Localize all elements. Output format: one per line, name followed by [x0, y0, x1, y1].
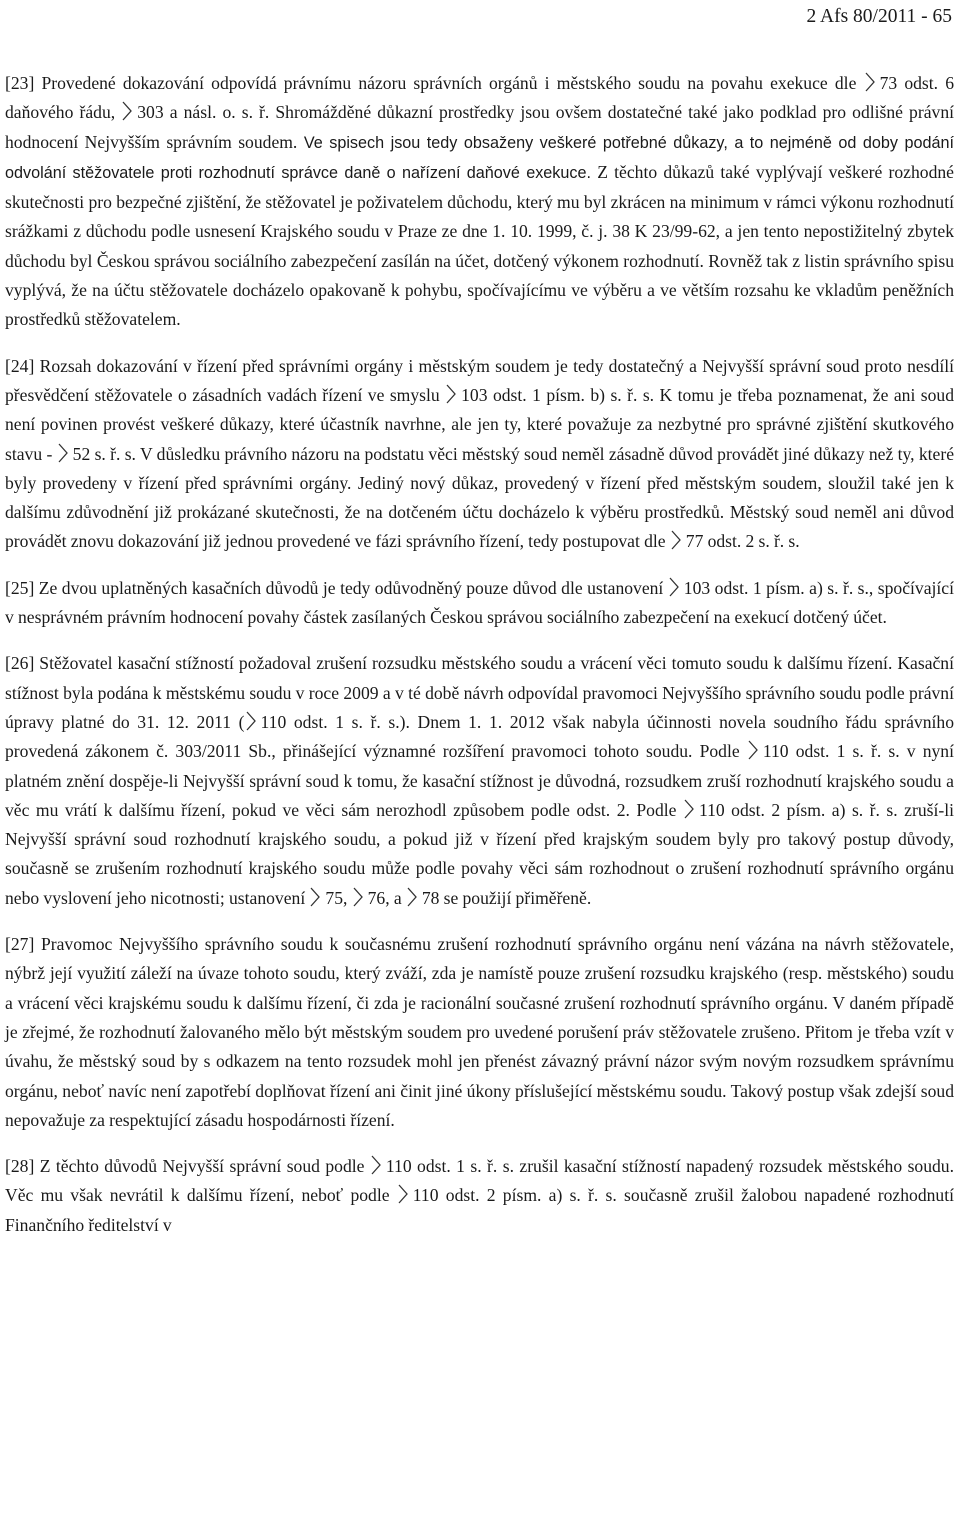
p23-text-4: Ve spisech jsou tedy obsaženy veškeré potřebné důkazy, a to nejméně od doby podání odvolání stěžovatele proti rozhodnutí správce daně o nařízení daňové exekuce. [5, 133, 954, 182]
p26-text-6: 76, a [367, 887, 402, 908]
section-sign-icon [670, 530, 681, 550]
p23-text-3: 303 a násl. o. s. ř. Shromážděné důkazní prostředky jsou ovšem dostatečné také jako podklad pro odlišné právní hodnocení Nejvyšším správním soudem. [5, 102, 955, 152]
p26-text-3: 110 odst. 1 s. ř. s. v nyní platném znění dospěje-li Nejvyšší správní soud k tomu, že kasační stížnost je důvodná, rozsudkem zruší rozhodnutí krajského soudu a věc mu vrátí k dalšímu řízení, pokud ve věci sám nerozhodl způsobem podle odst. 2. Podle [5, 741, 954, 820]
p28-text-1: [28] Z těchto důvodů Nejvyšší správní soud podle [5, 1156, 365, 1177]
section-sign-icon [245, 711, 256, 731]
section-sign-icon [397, 1184, 408, 1204]
section-sign-icon [445, 384, 456, 404]
p23-text-2: 73 odst. 6 daňového řádu, [5, 73, 955, 123]
section-sign-icon [121, 101, 132, 121]
p26-text-7: 78 se použijí přiměřeně. [421, 887, 592, 908]
section-sign-icon [747, 740, 758, 760]
section-sign-icon [352, 887, 363, 907]
p24-text-2: 103 odst. 1 písm. b) s. ř. s. K tomu je třeba poznamenat, že ani soud není povinen provést veškeré důkazy, které účastník navrhne, ale jen ty, které považuje za nezbytné pro správné zjištění skutkového stavu - [5, 384, 954, 464]
p28-text-2: 110 odst. 1 s. ř. s. zrušil kasační stížností napadený rozsudek městského soudu. Věc mu však nevrátil k dalšímu řízení, neboť podle [5, 1156, 955, 1206]
p26-text-5: 75, [325, 887, 348, 908]
section-sign-icon [57, 443, 68, 463]
p28-text-3: 110 odst. 2 písm. a) s. ř. s. současně zrušil žalobou napadené rozhodnutí Finančního ředitelství v [5, 1185, 954, 1235]
p25-text-1: [25] Ze dvou uplatněných kasačních důvodů je tedy odůvodněný pouze důvod dle ustanovení [5, 577, 664, 598]
p26-text-1: [26] Stěžovatel kasační stížností požadoval zrušení rozsudku městského soudu a vrácení věci tomuto soudu k dalšímu řízení. Kasační stížnost byla podána k městskému soudu v roce 2009 a v té době návrh odpovídal pravomoci Nejvyššího správního soudu podle právní úpravy platné do 31. 12. 2011 ( [5, 653, 954, 732]
page-header: 2 Afs 80/2011 - 65 [806, 6, 952, 27]
section-sign-icon [683, 799, 694, 819]
document-body [5, 69, 954, 1257]
p24-text-4: 77 odst. 2 s. ř. s. [685, 531, 800, 552]
paragraph-23 [5, 69, 954, 335]
paragraph-28 [5, 1152, 954, 1240]
paragraph-26 [5, 649, 954, 913]
p24-text-3: 52 s. ř. s. V důsledku právního názoru na podstatu věci městský soud neměl zásadně důvod provádět jiné důkazy než ty, které byly provedeny v řízení před správními orgány. Jediný nový důkaz, provedený v řízení před městským soudem, sloužil také jen k dalšímu zdůvodnění již prokázané skutečnosti, že na dotčeném účtu docházelo k výběru prostředků. Městský soud neměl ani důvod provádět znovu dokazování již jednou provedené ve fázi správního řízení, tedy postupovat dle [5, 443, 955, 552]
section-sign-icon [309, 887, 320, 907]
p23-text-1: [23] Provedené dokazování odpovídá právnímu názoru správních orgánů i městského soudu na povahu exekuce dle [5, 73, 857, 93]
section-sign-icon [370, 1155, 381, 1175]
p24-text-1: [24] Rozsah dokazování v řízení před správními orgány i městským soudem je tedy dostatečný a Nejvyšší správní soud proto nesdílí přesvědčení stěžovatele o zásadních vadách řízení ve smyslu [5, 355, 954, 405]
paragraph-25 [5, 574, 954, 633]
p26-text-2: 110 odst. 1 s. ř. s.). Dnem 1. 1. 2012 však nabyla účinnosti novela soudního řádu správního provedená zákonem č. 303/2011 Sb., přinášející významné rozšíření pravomoci tohoto soudu. Podle [5, 711, 954, 762]
p25-text-2: 103 odst. 1 písm. a) s. ř. s., spočívající v nesprávném právním hodnocení povahy částek zasílaných Českou správou sociálního zabezpečení na exekucí dotčený účet. [5, 577, 954, 628]
paragraph-27 [5, 930, 954, 1135]
section-sign-icon [406, 887, 417, 907]
p23-text-5: Z těchto důkazů také vyplývají veškeré rozhodné skutečnosti pro bezpečné zjištění, že stěžovatel je poživatelem důchodu, který mu byl zkrácen na minimum v rámci výkonu rozhodnutí srážkami z důchodu podle usnesení Krajského soudu v Praze ze dne 1. 10. 1999, č. j. 38 K 23/99-62, a jen tento nepostižitelný zbytek důchodu byl Českou správou sociálního zabezpečení zasílán na účet, dotčený výkonem rozhodnutí. Rovněž tak z listin správního spisu vyplývá, že na účtu stěžovatele docházelo opakovaně k pohybu, spočívajícímu ve výběru a ve větším rozsahu ke vkladům peněžních prostředků stěžovatelem. [5, 161, 954, 330]
p27-text-1: [27] Pravomoc Nejvyššího správního soudu k současnému zrušení rozhodnutí správního orgánu není vázána na návrh stěžovatele, nýbrž její využití záleží na úvaze tohoto soudu, který zváží, zda je namístě pouze zrušení rozsudku krajského (resp. městského) soudu a vrácení věci krajskému soudu k dalšímu řízení, či zda je racionální současné zrušení rozhodnutí správního orgánu. V daném případě je zřejmé, že rozhodnutí žalovaného mělo být městským soudem pro uvedené porušení práv stěžovatele zrušeno. Přitom je třeba vzít v úvahu, že městský soud by s odkazem na tento rozsudek mohl jen přenést závazný právní názor svým novým rozsudkem správnímu orgánu, neboť navíc není zapotřebí doplňovat řízení ani činit jiné úkony příslušející městskému soudu. Takový postup však zdejší soud nepovažuje za respektující zásadu hospodárnosti řízení. [5, 934, 954, 1130]
paragraph-24 [5, 352, 954, 557]
section-sign-icon [864, 72, 875, 92]
p26-text-4: 110 odst. 2 písm. a) s. ř. s. zruší-li Nejvyšší správní soud rozhodnutí krajského soudu, a pokud již v řízení před krajským soudem byly pro takový postup důvody, současně se zrušením rozhodnutí krajského soudu může podle povahy věci sám rozhodnout o zrušení rozhodnutí správního orgánu nebo vyslovení jeho nicotnosti; ustanovení [5, 799, 955, 908]
section-sign-icon [668, 577, 679, 597]
